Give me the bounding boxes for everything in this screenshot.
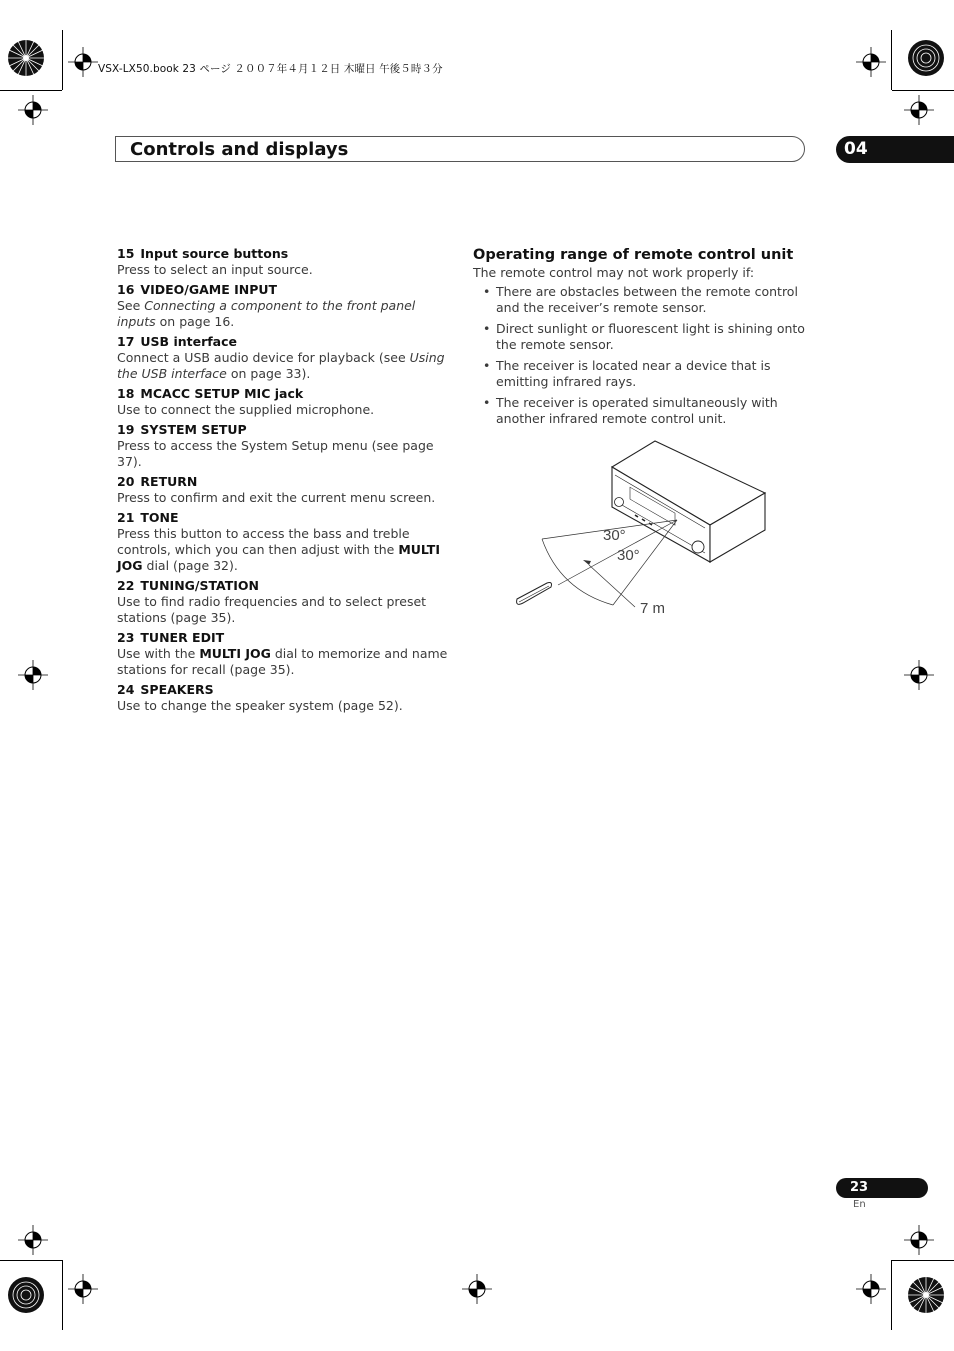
crosshair-mark-icon [904, 660, 934, 690]
crop-line [0, 90, 62, 91]
page-title: Controls and displays [130, 139, 349, 160]
item-description [117, 526, 452, 574]
control-item [117, 386, 452, 418]
item-description [117, 646, 452, 678]
description-text: Use to change the speaker system (page 52). [117, 698, 403, 713]
book-info-line: VSX-LX50.book 23 ページ ２００７年４月１２日 木曜日 午後５時３分 [98, 63, 443, 75]
bold-term: MULTI JOG [199, 646, 271, 661]
item-description [117, 350, 452, 382]
description-text: on page 16. [155, 314, 235, 329]
section-title-bar [115, 136, 805, 162]
item-description [117, 490, 452, 506]
description-text: on page 33). [226, 366, 311, 381]
item-label: USB interface [140, 334, 238, 349]
item-title [117, 334, 452, 350]
crosshair-mark-icon [68, 47, 98, 77]
bullet-icon: • [483, 321, 491, 336]
crop-line [62, 30, 63, 90]
description-text: Press to select an input source. [117, 262, 313, 277]
distance-label: 7 m [640, 600, 666, 615]
starburst-mark-icon [906, 1275, 946, 1315]
item-title [117, 682, 452, 698]
crosshair-mark-icon [18, 95, 48, 125]
bullet-icon: • [483, 284, 491, 299]
crop-line [891, 30, 892, 90]
bullet-icon: • [483, 358, 491, 373]
control-item [117, 578, 452, 626]
italic-reference: Using the USB interface [117, 350, 445, 381]
list-item-text: There are obstacles between the remote control and the receiver’s remote sensor. [496, 284, 798, 315]
control-item [117, 682, 452, 714]
item-title [117, 386, 452, 402]
list-item-text: The receiver is operated simultaneously with another infrared remote control unit. [496, 395, 778, 426]
description-text: Connect a USB audio device for playback (see [117, 350, 410, 365]
remote-range-section [473, 246, 808, 432]
control-item [117, 282, 452, 330]
item-title [117, 578, 452, 594]
control-item [117, 510, 452, 574]
item-title [117, 510, 452, 526]
list-item-text: The receiver is located near a device that is emitting infrared rays. [496, 358, 771, 389]
item-label: TONE [140, 510, 179, 525]
item-title [117, 282, 452, 298]
section-heading: Operating range of remote control unit [473, 247, 794, 263]
item-label: MCACC SETUP MIC jack [140, 386, 304, 401]
item-description [117, 438, 452, 470]
crosshair-mark-icon [856, 1274, 886, 1304]
item-label: TUNER EDIT [140, 630, 225, 645]
controls-list [117, 246, 452, 718]
control-item [117, 334, 452, 382]
item-label: RETURN [140, 474, 198, 489]
receiver-illustration [612, 441, 765, 562]
control-item [117, 422, 452, 470]
remote-control-illustration [517, 583, 552, 605]
crop-line [62, 1260, 63, 1330]
page-language: En [853, 1199, 866, 1210]
chapter-tab [836, 136, 954, 163]
crosshair-mark-icon [18, 1225, 48, 1255]
control-item [117, 474, 452, 506]
crop-line [892, 1260, 954, 1261]
item-description [117, 262, 452, 278]
description-text: Use to connect the supplied microphone. [117, 402, 375, 417]
description-text: Use to find radio frequencies and to select preset stations (page 35). [117, 594, 427, 625]
page-number-tab [836, 1178, 928, 1198]
crosshair-mark-icon [18, 660, 48, 690]
list-item [473, 358, 808, 390]
item-number: 20 [117, 474, 135, 489]
description-text: Press this button to access the bass and treble controls, which you can then adjust with the [117, 526, 410, 557]
list-item [473, 395, 808, 427]
concentric-mark-icon [906, 38, 946, 78]
item-description [117, 298, 452, 330]
bullet-icon: • [483, 395, 491, 410]
item-label: SYSTEM SETUP [140, 422, 247, 437]
crosshair-mark-icon [68, 1274, 98, 1304]
crop-line [892, 90, 954, 91]
concentric-mark-icon [6, 1275, 46, 1315]
crosshair-mark-icon [904, 1225, 934, 1255]
control-item [117, 246, 452, 278]
control-item [117, 630, 452, 678]
bold-term: MULTI JOG [117, 542, 440, 573]
angle-label-upper: 30° [603, 527, 626, 544]
item-label: SPEAKERS [140, 682, 214, 697]
item-description [117, 594, 452, 626]
crosshair-mark-icon [904, 95, 934, 125]
starburst-mark-icon [6, 38, 46, 78]
italic-reference: Connecting a component to the front panel inputs [117, 298, 416, 329]
description-text: Press to access the System Setup menu (see page 37). [117, 438, 434, 469]
item-number: 21 [117, 510, 135, 525]
description-text: See [117, 298, 145, 313]
description-text: Use with the [117, 646, 200, 661]
list-item [473, 284, 808, 316]
remote-range-diagram [505, 435, 775, 615]
crop-line [0, 1260, 62, 1261]
page-number: 23 [850, 1180, 869, 1195]
item-number: 23 [117, 630, 135, 645]
description-text: dial (page 32). [142, 558, 238, 573]
item-number: 16 [117, 282, 135, 297]
item-title [117, 474, 452, 490]
list-item [473, 321, 808, 353]
description-text: dial to memorize and name stations for recall (page 35). [117, 646, 448, 677]
item-label: VIDEO/GAME INPUT [140, 282, 278, 297]
list-item-text: Direct sunlight or fluorescent light is shining onto the remote sensor. [496, 321, 805, 352]
item-title [117, 422, 452, 438]
conditions-list [473, 284, 808, 427]
item-title [117, 246, 452, 262]
item-number: 17 [117, 334, 135, 349]
item-title [117, 630, 452, 646]
item-number: 18 [117, 386, 135, 401]
item-number: 24 [117, 682, 135, 697]
signal-arrow [583, 560, 591, 565]
item-number: 19 [117, 422, 135, 437]
angle-label-lower: 30° [617, 547, 640, 564]
section-intro: The remote control may not work properly if: [473, 265, 755, 280]
crosshair-mark-icon [856, 47, 886, 77]
item-number: 15 [117, 246, 135, 261]
item-number: 22 [117, 578, 135, 593]
item-label: TUNING/STATION [140, 578, 260, 593]
crosshair-mark-icon [462, 1274, 492, 1304]
item-description [117, 698, 452, 714]
description-text: Press to confirm and exit the current menu screen. [117, 490, 436, 505]
item-label: Input source buttons [140, 246, 289, 261]
crop-line [891, 1260, 892, 1330]
chapter-number: 04 [844, 139, 868, 159]
item-description [117, 402, 452, 418]
